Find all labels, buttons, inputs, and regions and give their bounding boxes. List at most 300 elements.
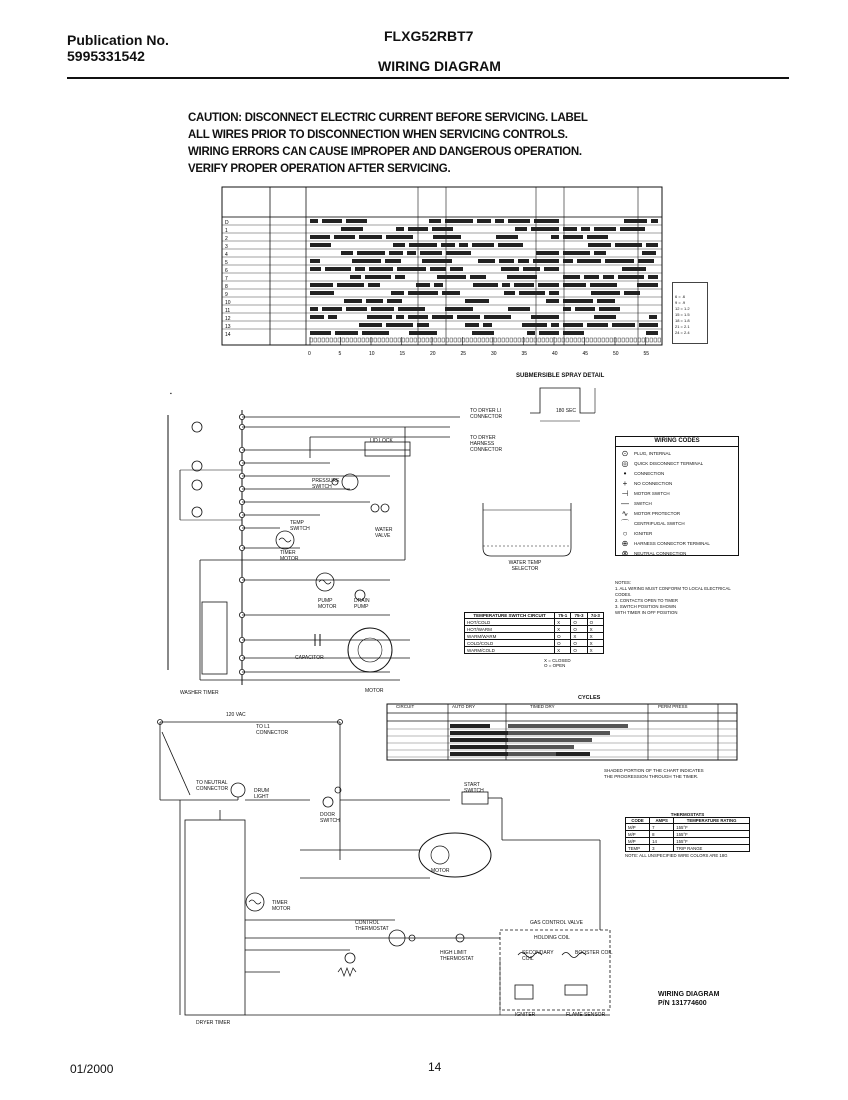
table-cell: X [555,619,571,626]
high-limit-label: HIGH LIMIT THERMOSTAT [440,950,474,962]
caution-text [188,110,588,178]
legend-symbol-icon: ◎ [621,458,629,468]
booster-coil-label: BOOSTER COIL [575,950,613,956]
timer-bar [322,307,342,311]
timer-bar [310,315,324,319]
table-cell: 7 [650,824,674,831]
gas-valve-label: GAS CONTROL VALVE [530,920,583,926]
timer-bar [605,259,634,263]
timer-bar [618,275,644,279]
igniter-label: IGNITER [515,1012,536,1018]
temp-table-row [465,619,604,626]
timer-bar [642,251,656,255]
timer-bar [508,219,530,223]
timer-bar [335,331,358,335]
table-cell: O [571,647,587,654]
temp-switch-label: TEMP SWITCH [290,520,310,532]
timer-bar [581,227,590,231]
timer-bar [416,283,430,287]
notes-block [615,580,735,616]
row-number: 6 [225,268,228,274]
note-line: 1. ALL WIRING MUST CONFORM TO LOCAL ELECTRICAL CODES. [615,586,731,597]
temp-table-legend: X = CLOSED O = OPEN [544,658,571,668]
temperature-switch-table [464,612,604,668]
row-number: 10 [225,300,231,306]
side-legend-line: 6 = .6 [675,294,686,299]
timer-bar [591,291,620,295]
tick-label: 45 [582,351,589,357]
timer-bar [531,315,559,319]
timer-bar [551,235,559,239]
table-cell: M/P [626,831,650,838]
table-cell: WARM/WARM [465,633,555,640]
timer-bar [432,315,453,319]
table-cell: TEMP [626,845,650,852]
timer-bar [649,315,657,319]
drum-light-label: DRUM LIGHT [254,788,269,800]
wiring-code-label: IGNITER [634,530,653,536]
header-rule [67,77,789,79]
timer-bar [539,331,559,335]
wiring-code-label: PLUG, INTERNAL [634,450,672,456]
detail-note: 180 SEC [556,408,577,414]
to-dryer-connector-label: TO DRYER LI CONNECTOR [470,408,503,420]
timer-bar [599,307,620,311]
timer-bar [507,275,537,279]
timer-bar [501,267,519,271]
table-cell: O [555,633,571,640]
timer-bar [346,219,367,223]
caution-line-3: WIRING ERRORS CAN CAUSE IMPROPER AND DANGEROUS OPERATION. [188,146,582,158]
timer-bar [594,315,616,319]
note-line: NOTES: [615,580,631,585]
timer-bar [594,251,606,255]
drain-pump-label: DRAIN PUMP [354,598,370,610]
note-line: WITH TIMER IN OFF POSITION [615,610,678,615]
thermostat-table [625,812,750,858]
timer-bar [575,307,595,311]
timer-bar [310,243,331,247]
timer-bar [366,299,383,303]
wiring-code-row [616,518,738,528]
table-header-cell: 75-1 [555,613,571,619]
timer-bar [422,259,452,263]
timer-bar [465,299,489,303]
timer-bar [417,323,429,327]
timer-bar [651,219,658,223]
timer-bar [445,307,473,311]
cycles-header-circuit: CIRCUIT [396,704,415,709]
legend-symbol-icon: ∿ [621,508,629,518]
timer-bar [470,275,486,279]
tick-label: 35 [521,351,528,357]
timer-bar [386,323,413,327]
timer-bar [359,235,382,239]
timer-bar [546,299,559,303]
table-cell: X [587,647,603,654]
drive-motor-label: MOTOR [365,688,384,694]
timer-bar [472,331,494,335]
timer-bar [429,219,441,223]
timer-bar [310,283,333,287]
to-l1-label: TO L1 CONNECTOR [256,724,289,736]
table-cell: O [555,640,571,647]
page-title: WIRING DIAGRAM [378,58,501,74]
tick-label: 10 [369,351,375,357]
table-cell: X [555,626,571,633]
timer-bar [514,283,534,287]
wiring-codes-legend [615,436,739,556]
timer-bar [369,267,393,271]
timer-bar [350,275,361,279]
wiring-code-row [616,528,738,538]
timer-bar [420,251,442,255]
tick-label: 50 [613,351,619,357]
timer-bar [310,219,318,223]
timer-bar [434,283,443,287]
timer-bar [563,227,577,231]
timer-bar [597,299,615,303]
timer-bar [437,275,466,279]
table-cell: M/P [626,824,650,831]
timer-bar [432,227,453,231]
tick-label: 30 [491,351,497,357]
timer-bar [385,259,401,263]
timer-bar [603,275,614,279]
start-switch-label: START SWITCH [464,782,484,794]
table-cell: 155°F [674,824,750,831]
timer-bar [499,259,514,263]
row-number: 1 [225,228,228,234]
wiring-code-row [616,448,738,458]
power-label: 120 VAC [226,712,246,718]
timer-bar [478,259,495,263]
to-dryer-harness-label: TO DRYER HARNESS CONNECTOR [470,435,503,453]
table-cell: HOT/COLD [465,619,555,626]
table-cell: 8 [650,831,674,838]
timer-bar [615,243,642,247]
timer-bar [622,267,646,271]
legend-symbol-icon: ⊙ [621,448,629,458]
dryer-timer-motor-label: TIMER MOTOR [272,900,291,912]
timer-bar [620,227,645,231]
caution-line-4: VERIFY PROPER OPERATION AFTER SERVICING. [188,163,451,175]
row-number: 8 [225,284,228,290]
table-cell: X [587,626,603,633]
timer-bar [590,283,617,287]
timer-bar [346,307,367,311]
timer-bar [344,299,362,303]
table-cell: TRIP RANGE [674,845,750,852]
capacitor-label: CAPACITOR [295,655,324,661]
timer-bar [515,227,527,231]
washer-schematic [150,390,480,700]
timer-bar [322,219,342,223]
temp-table-row [465,626,604,633]
row-number: 7 [225,276,228,282]
timer-bar [638,259,654,263]
table-cell: WARM/COLD [465,647,555,654]
timer-bar [365,275,391,279]
timer-bar [563,235,583,239]
side-legend-line: 9 = .9 [675,300,686,305]
footer-page-number: 14 [428,1060,442,1074]
timer-bar [508,307,530,311]
timer-bar [409,331,437,335]
pump-motor-label: PUMP MOTOR [318,598,337,610]
row-number: 2 [225,236,228,242]
side-legend-line: 18 = 1.8 [675,318,690,323]
tick-label: 20 [430,351,436,357]
wiring-code-label: NO CONNECTION [634,480,673,486]
timer-bar [646,331,658,335]
timer-bar [563,331,584,335]
tick-label: 55 [643,351,650,357]
timer-bar [352,259,381,263]
wiring-code-row [616,508,738,518]
timer-bar [391,291,404,295]
row-number: 9 [225,292,228,298]
timer-bar [498,243,523,247]
timer-bar [495,219,504,223]
legend-symbol-icon: — [621,498,629,508]
table-cell: O [571,640,587,647]
table-cell: 3 [650,845,674,852]
timer-bar [459,243,468,247]
temp-table-row [465,647,604,654]
side-legend-line: 21 = 2.1 [675,324,690,329]
timer-bar [563,283,586,287]
timer-bar [587,323,608,327]
timer-bar [450,267,463,271]
note-line: 3. SWITCH POSITION SHOWN [615,604,677,609]
timer-motor-label: TIMER MOTOR [280,550,299,562]
cycles-header-auto: AUTO DRY [452,704,476,709]
table-cell: HOT/WARM [465,626,555,633]
tick-label: 15 [399,351,406,357]
note-line: 2. CONTACTS OPEN TO TIMER [615,598,678,603]
timer-bar [612,323,635,327]
timer-bar [367,315,392,319]
wiring-code-label: QUICK DISCONNECT TERMINAL [634,460,704,466]
timer-bar [337,283,364,287]
timer-bar [408,291,438,295]
row-number: 11 [225,308,231,314]
legend-symbol-icon: ⌒ [621,518,629,528]
legend-symbol-icon: ○ [622,528,628,538]
timer-bar [441,243,455,247]
table-cell: 14 [650,838,674,845]
temp-table-row [465,640,604,647]
timer-bar [483,323,492,327]
table-header-cell: CODE [626,818,650,824]
timer-bar [639,323,658,327]
timer-bar [341,227,363,231]
timer-bar [396,227,404,231]
row-number: 13 [225,324,231,330]
timer-bar [584,275,599,279]
row-number: D [225,220,229,226]
timer-bar [577,259,601,263]
timer-bar [477,219,491,223]
table-cell: M/P [626,838,650,845]
table-cell: COLD/COLD [465,640,555,647]
timer-bar [357,251,385,255]
timer-bar [538,283,559,287]
wiring-code-row [616,458,738,468]
legend-symbol-icon: + [622,478,628,488]
legend-symbol-icon: ⊕ [621,538,629,548]
timer-bar [536,251,559,255]
caution-line-1: CAUTION: DISCONNECT ELECTRIC CURRENT BEFORE SERVICING. LABEL [188,112,588,124]
timer-bar [430,267,446,271]
wiring-code-row [616,488,738,498]
timer-bar [587,235,608,239]
timer-bar [484,315,511,319]
legend-symbol-icon: • [623,468,627,478]
timer-bar [502,283,510,287]
thermo-table-row [626,824,750,831]
wiring-code-row [616,498,738,508]
timer-bar [368,283,380,287]
timer-bar [387,299,402,303]
timer-bar [646,243,658,247]
timer-bar [446,251,471,255]
publication-number: 5995331542 [67,48,145,64]
cycles-header-timed: TIMED DRY [530,704,555,709]
timer-bar [527,331,535,335]
wiring-code-row [616,548,738,558]
timer-bar [442,291,460,295]
side-legend-line: 15 = 1.5 [675,312,690,317]
timer-bar [472,243,494,247]
timer-sequence-chart [218,185,668,365]
row-number: 14 [225,332,231,338]
timer-bar [504,291,515,295]
tub-detail-drawing [478,498,578,568]
timer-bar [465,323,479,327]
timer-bar [371,307,394,311]
control-thermostat-label: CONTROL THERMOSTAT [355,920,389,932]
timer-bar [310,259,320,263]
side-legend-line: 24 = 2.4 [675,330,690,335]
table-header-cell: TEMPERATURE RATING [674,818,750,824]
table-cell: X [571,633,587,640]
timer-bar [551,323,559,327]
row-number: 12 [225,316,231,322]
timer-bar [362,331,389,335]
legend-symbol-icon: ⊣ [621,488,629,498]
timer-bar [637,283,658,287]
submersion-detail-label: SUBMERSIBLE SPRAY DETAIL [516,373,605,379]
timer-bar [563,307,571,311]
row-number: 4 [225,252,228,258]
timer-bar [531,227,559,231]
side-legend-line: 12 = 1.2 [675,306,690,311]
temp-table-row [465,633,604,640]
timer-bar [445,219,473,223]
timer-bar [594,227,616,231]
timer-bar [624,291,640,295]
row-number: 3 [225,244,228,250]
timer-bar [563,299,593,303]
table-cell: O [571,619,587,626]
table-header-cell: 74-3 [587,613,603,619]
timer-bar [563,259,573,263]
washer-timer-label: WASHER TIMER [180,690,219,696]
table-cell: O [587,619,603,626]
caution-line-2: ALL WIRES PRIOR TO DISCONNECTION WHEN SERVICING CONTROLS. [188,129,568,141]
submersion-detail-drawing [520,383,620,428]
timer-bar [386,235,413,239]
timer-bar [355,267,365,271]
timer-bar [563,251,590,255]
pressure-switch-label: PRESSURE SWITCH [312,478,340,490]
wiring-code-label: HARNESS CONNECTOR TERMINAL [634,540,710,546]
secondary-coil-label: SECONDARY COIL [522,950,554,962]
door-switch-label: DOOR SWITCH [320,812,340,824]
tick-label: 25 [460,351,467,357]
timer-bar [407,251,416,255]
timer-bar [549,291,559,295]
washer-plug-label: ▪ [170,391,172,397]
timer-bar [519,291,545,295]
timer-bar [325,267,351,271]
table-header-cell: TEMPERATURE SWITCH CIRCUIT [465,613,555,619]
timer-bar [534,219,559,223]
table-cell: X [587,633,603,640]
water-level-label: WATER TEMP SELECTOR [508,560,542,572]
timer-bar [624,219,647,223]
cycles-note: SHADED PORTION OF THE CHART INDICATES THE PROGRESSION THROUGH THE TIMER. [604,768,704,779]
thermostat-table-footnote: NOTE: ALL UNSPECIFIED WIRE COLORS ARE 18G [625,853,728,858]
timer-bar [396,315,404,319]
wiring-code-label: SWITCH [634,500,652,506]
dryer-timer-label: DRYER TIMER [196,1020,231,1026]
timer-bar [648,275,658,279]
timer-bar [310,267,321,271]
legend-symbol-icon: ⊗ [621,548,629,558]
table-cell: O [571,626,587,633]
timer-bar [359,323,382,327]
timer-bar [310,331,331,335]
dryer-schematic [150,710,620,1030]
thermo-table-row [626,831,750,838]
wiring-code-label: CONNECTION [634,470,665,476]
timer-bar [496,235,518,239]
timer-bar [341,251,353,255]
to-neutral-label: TO NEUTRAL CONNECTOR [196,780,229,792]
timer-bar [395,275,405,279]
timer-bar [433,235,461,239]
timer-bar [397,267,426,271]
thermostat-table-title: THERMOSTATS [670,812,705,817]
wiring-code-row [616,468,738,478]
cycles-header-perm: PERM PRESS [658,704,688,709]
publication-label: Publication No. [67,32,169,48]
footer-date: 01/2000 [70,1062,114,1076]
water-valve-label: WATER VALVE [375,527,393,539]
timer-bar [522,323,547,327]
timer-bar [310,307,318,311]
timer-bar [393,243,405,247]
timer-bar [328,315,337,319]
table-cell: 155°F [674,831,750,838]
thermo-table-row [626,838,750,845]
table-header-cell: 75-3 [571,613,587,619]
tick-label: 0 [308,351,311,357]
timer-bar [588,243,611,247]
